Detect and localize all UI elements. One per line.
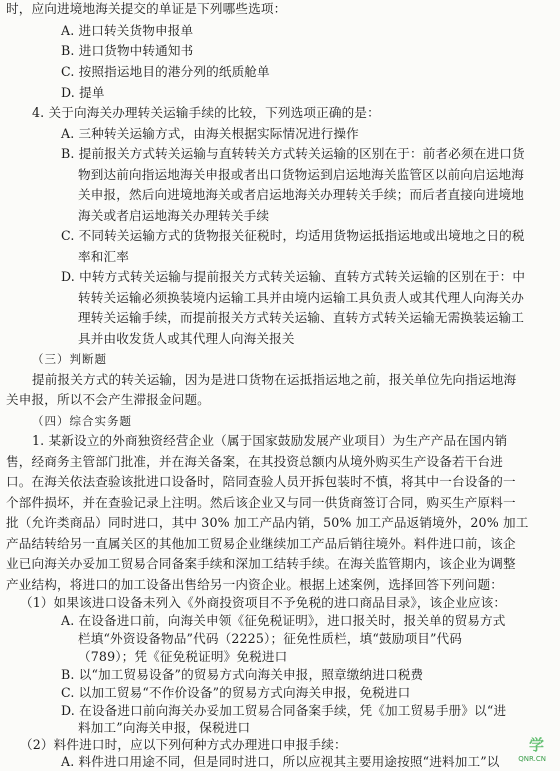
case-paragraph-line: 个部件损坏，并在查验记录上注明。然后该企业又与同一供货商签订合同，购买生产原料一 [6, 495, 516, 510]
case-paragraph-line: 产业结构，将进口的加工设备出售给另一内资企业。根据上述案例，选择回答下列问题： [6, 577, 504, 592]
option-d: D. 中转方式转关运输与提前报关方式转关运输、直转方式转关运输的区别在于：中 [61, 269, 526, 284]
case-paragraph-line: 业已向海关办妥加工贸易合同备案手续和深加工结转手续。在海关监管期内，该企业为调整 [6, 556, 516, 571]
question-4: 4. 关于向海关办理转关运输手续的比较，下列选项正确的是： [32, 105, 380, 120]
watermark-glyph-icon: 学 [528, 736, 544, 754]
option-a: A. 三种转关运输方式，由海关根据实际情况进行操作 [61, 126, 359, 141]
option-a: A. 料件进口用途不同，但是同时进口，所以应视其主要用途按照“进料加工”以 [61, 754, 500, 769]
option-d: D. 在设备进口前向海关办妥加工贸易合同备案手续，凭《加工贸易手册》以“进 [61, 703, 507, 718]
option-c-continuation: 率和汇率 [78, 249, 129, 264]
option-b: B. 以“加工贸易设备”的贸易方式向海关申报，照章缴纳进口税费 [61, 667, 424, 682]
option-c: C. 不同转关运输方式的货物报关征税时，均适用货物运抵指运地或出境地之日的税 [61, 228, 525, 243]
section-heading-true-false: （三）判断题 [32, 352, 107, 366]
watermark-logo [494, 737, 554, 765]
text-line-question-continuation: 时，应向进境地海关提交的单证是下列哪些选项： [6, 1, 287, 16]
option-a-continuation: （789）；凭《征免税证明》免税进口 [78, 649, 288, 664]
option-b-continuation: 关申报，然后向进境地海关或者启运地海关办理转关手续；而后者直接向进境地 [78, 187, 525, 202]
section-heading-case-study: （四）综合实务题 [32, 414, 132, 428]
option-c: C. 以加工贸易“不作价设备”的贸易方式向海关申报，免税进口 [61, 685, 411, 700]
option-d: D. 提单 [61, 85, 105, 100]
case-paragraph: 1. 某新设立的外商独资经营企业（属于国家鼓励发展产业项目）为生产产品在国内销 [32, 433, 508, 448]
option-d-continuation: 具并由收发货人或其代理人向海关报关 [78, 331, 295, 346]
sub-question-1: （1）如果该进口设备未列入《外商投资项目不予免税的进口商品目录》，该企业应该： [20, 595, 507, 610]
option-a: A. 在设备进口前，向海关申领《征免税证明》，进口报关时，报关单的贸易方式 [61, 613, 506, 628]
option-b: B. 提前报关方式转关运输与直转转关方式转关运输的区别在于：前者必须在进口货 [61, 146, 525, 161]
true-false-statement-continuation: 关申报，所以不会产生滞报金问题。 [6, 392, 210, 407]
option-d-continuation: 理转关运输手续，而提前报关方式转关运输、直转方式转关运输无需换装运输工 [78, 310, 525, 325]
option-b-continuation: 海关或者启运地海关办理转关手续 [78, 208, 270, 223]
case-paragraph-line: 口。在海关依法查验该批进口设备时，陪同查验人员开拆包装时不慎，将其中一台设备的一 [6, 474, 516, 489]
sub-question-2: （2）料件进口时，应以下列何种方式办理进口申报手续： [20, 737, 347, 752]
option-d-continuation: 转转关运输必须换装境内运输工具并由境内运输工具负责人或其代理人向海关办 [78, 290, 525, 305]
case-paragraph-line: 批（允许类商品）同时进口，其中 30% 加工产品内销，50% 加工产品返销境外，20% 加工 [6, 515, 529, 530]
case-paragraph-line: 售，经商务主管部门批准，并在海关备案，在其投资总额内从境外购买生产设备若干台进 [6, 454, 504, 469]
option-a: A. 进口转关货物申报单 [61, 23, 194, 38]
watermark-text: QNR.CN [518, 755, 546, 763]
option-c: C. 按照指运地目的港分列的纸质舱单 [61, 64, 270, 79]
option-b-continuation: 物到达前向指运地海关申报或者出口货物运到启运地海关监管区以前向启运地海 [78, 167, 525, 182]
case-paragraph-line: 产品结转给另一直属关区的其他加工贸易企业继续加工产品后销往境外。料件进口前，该企 [6, 536, 516, 551]
true-false-statement: 提前报关方式的转关运输，因为是进口货物在运抵指运地之前，报关单位先向指运地海 [32, 372, 517, 387]
option-a-continuation: 栏填“外资设备物品”代码（2225）；征免性质栏，填“鼓励项目”代码 [78, 631, 463, 646]
option-b: B. 进口货物中转通知书 [61, 43, 194, 58]
option-d-continuation: 料加工”向海关申报，保税进口 [78, 720, 251, 735]
